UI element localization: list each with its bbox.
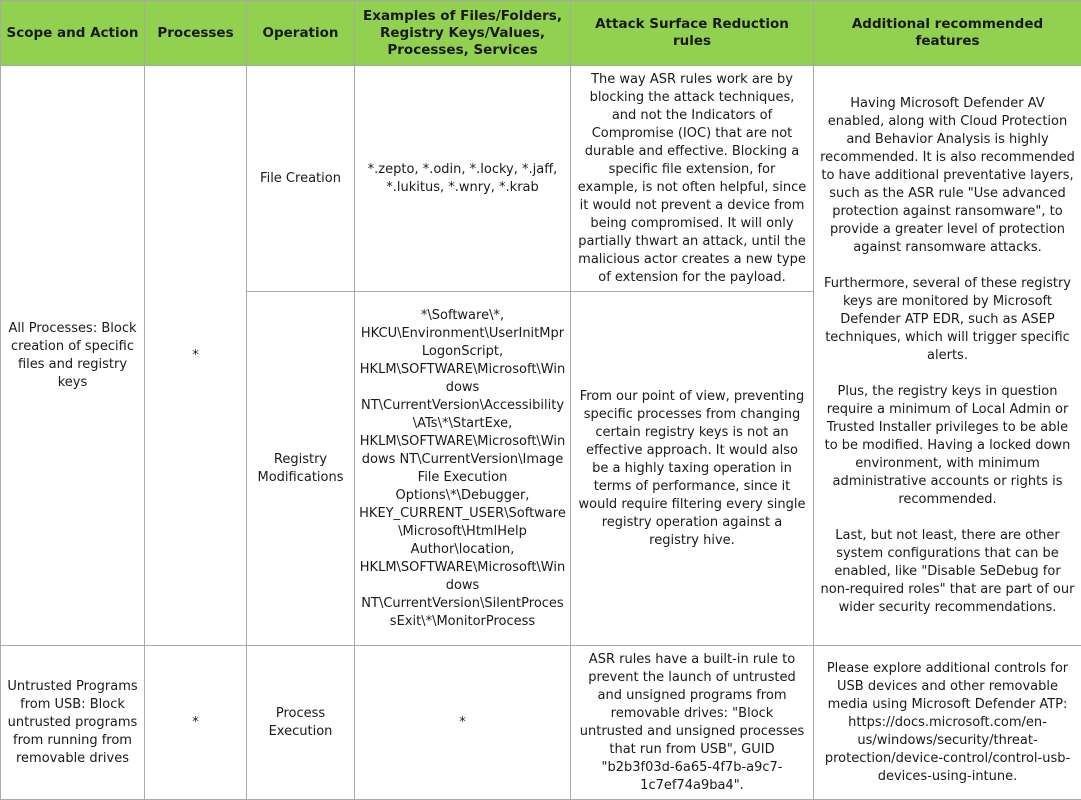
asr-cell: The way ASR rules work are by blocking the attack techniques, and not the Indicators of Compromise (IOC) that are not durable and effective. Blocking a specific file extension, for example, is not often helpful, since it would not prevent a device from being compromised. It will only partially thwart an attack, until the malicious actor creates a new type of extension for the payload. — [571, 66, 814, 292]
additional-cell — [814, 66, 1081, 646]
header-examples: Examples of Files/Folders, Registry Keys/Values, Processes, Services — [355, 1, 571, 66]
additional-paragraph: Furthermore, several of these registry keys are monitored by Microsoft Defender ATP EDR, such as ASEP techniques, which will trigger specific alerts. — [824, 275, 1071, 363]
examples-cell: *.zepto, *.odin, *.locky, *.jaff, *.lukitus, *.wnry, *.krab — [355, 66, 571, 292]
scope-cell: Untrusted Programs from USB: Block untrusted programs from running from removable drives — [1, 646, 145, 800]
processes-cell: * — [145, 646, 247, 800]
additional-paragraph: Having Microsoft Defender AV enabled, along with Cloud Protection and Behavior Analysis is highly recommended. It is also recommended to have additional preventative layers, such as the ASR rule "Use advanced protection against ransomware", to provide a greater level of protection against ransomware attacks. — [820, 95, 1075, 255]
header-row — [1, 1, 1081, 66]
paragraph-gap — [820, 509, 1075, 527]
additional-paragraph: Last, but not least, there are other system configurations that can be enabled, like "Disable SeDebug for non-required roles" that are part of our wider security recommendations. — [820, 527, 1075, 615]
additional-paragraph: Plus, the registry keys in question require a minimum of Local Admin or Trusted Installer privileges to be able to be modified. Having a locked down environment, with minimum administrative accounts or rights is recommended. — [824, 383, 1071, 507]
header-processes: Processes — [145, 1, 247, 66]
asr-cell: From our point of view, preventing specific processes from changing certain registry keys is not an effective approach. It would also be a highly taxing operation in terms of performance, since it would require filtering every single registry operation against a registry hive. — [571, 292, 814, 646]
header-additional-features: Additional recommended features — [814, 1, 1081, 66]
examples-cell: * — [355, 646, 571, 800]
header-asr-rules: Attack Surface Reduction rules — [571, 1, 814, 66]
examples-cell: *\Software\*, HKCU\Environment\UserInitMprLogonScript, HKLM\SOFTWARE\Microsoft\Windows NT\CurrentVersion\Accessibility\ATs\*\StartExe, HKLM\SOFTWARE\Microsoft\Windows NT\CurrentVersion\Image File Execution Options\*\Debugger, HKEY_CURRENT_USER\Software\Microsoft\HtmlHelp Author\location, HKLM\SOFTWARE\Microsoft\Windows NT\CurrentVersion\SilentProcessExit\*\MonitorProcess — [355, 292, 571, 646]
table-row — [1, 646, 1081, 800]
paragraph-gap — [820, 365, 1075, 383]
asr-cell: ASR rules have a built-in rule to prevent the launch of untrusted and unsigned programs from removable drives: "Block untrusted and unsigned processes that run from USB", GUID "b2b3f03d-6a65-4f7b-a9c7-1c7ef74a9ba4". — [571, 646, 814, 800]
operation-cell: Registry Modifications — [247, 292, 355, 646]
operation-cell: File Creation — [247, 66, 355, 292]
scope-cell: All Processes: Block creation of specific files and registry keys — [1, 66, 145, 646]
paragraph-gap — [820, 257, 1075, 275]
operation-cell: Process Execution — [247, 646, 355, 800]
processes-cell: * — [145, 66, 247, 646]
header-scope: Scope and Action — [1, 1, 145, 66]
table-row — [1, 66, 1081, 292]
additional-cell: Please explore additional controls for USB devices and other removable media using Microsoft Defender ATP: https://docs.microsoft.com/en-us/windows/security/threat-protection/device-control/control-usb-devices-using-intune. — [814, 646, 1081, 800]
header-operation: Operation — [247, 1, 355, 66]
